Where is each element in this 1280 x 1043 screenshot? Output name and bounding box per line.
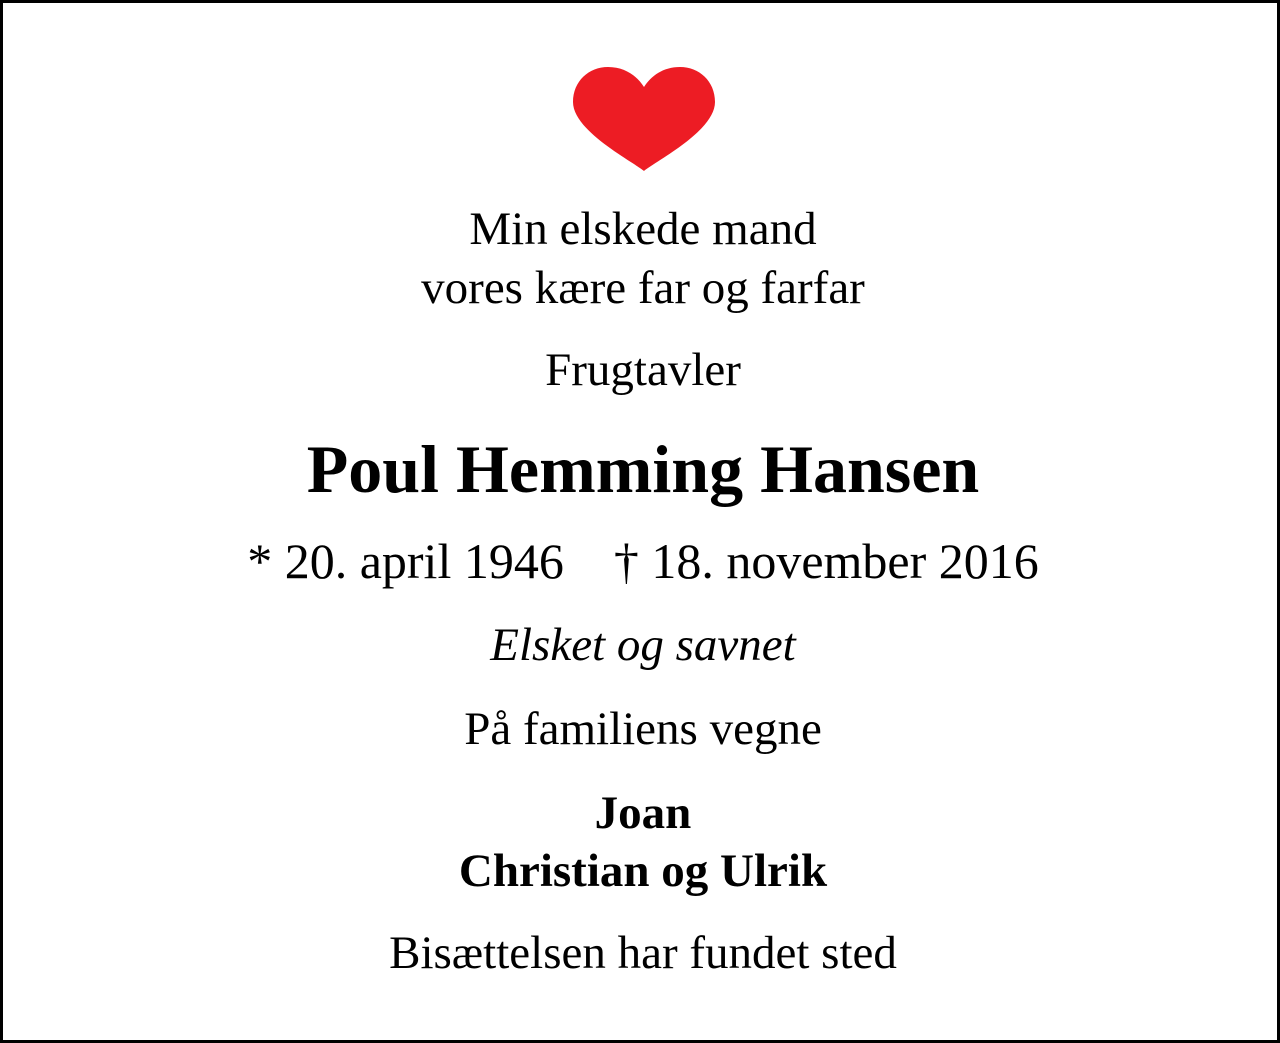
heart-icon [571, 65, 717, 173]
motto: Elsket og savnet [490, 619, 796, 671]
deceased-name: Poul Hemming Hansen [306, 431, 980, 507]
heart-shape [573, 67, 715, 171]
birth-date: * 20. april 1946 [247, 533, 564, 589]
intro-line-2: vores kære far og farfar [421, 262, 865, 314]
funeral-note: Bisættelsen har fundet sted [389, 927, 897, 979]
signature-line-2: Christian og Ulrik [458, 845, 828, 897]
occupation: Frugtavler [545, 344, 741, 396]
life-dates [3, 533, 1280, 589]
death-date: † 18. november 2016 [613, 533, 1039, 589]
signature-line-1: Joan [594, 787, 692, 839]
intro-line-1: Min elskede mand [469, 203, 817, 255]
on-behalf-of: På familiens vegne [464, 703, 822, 755]
